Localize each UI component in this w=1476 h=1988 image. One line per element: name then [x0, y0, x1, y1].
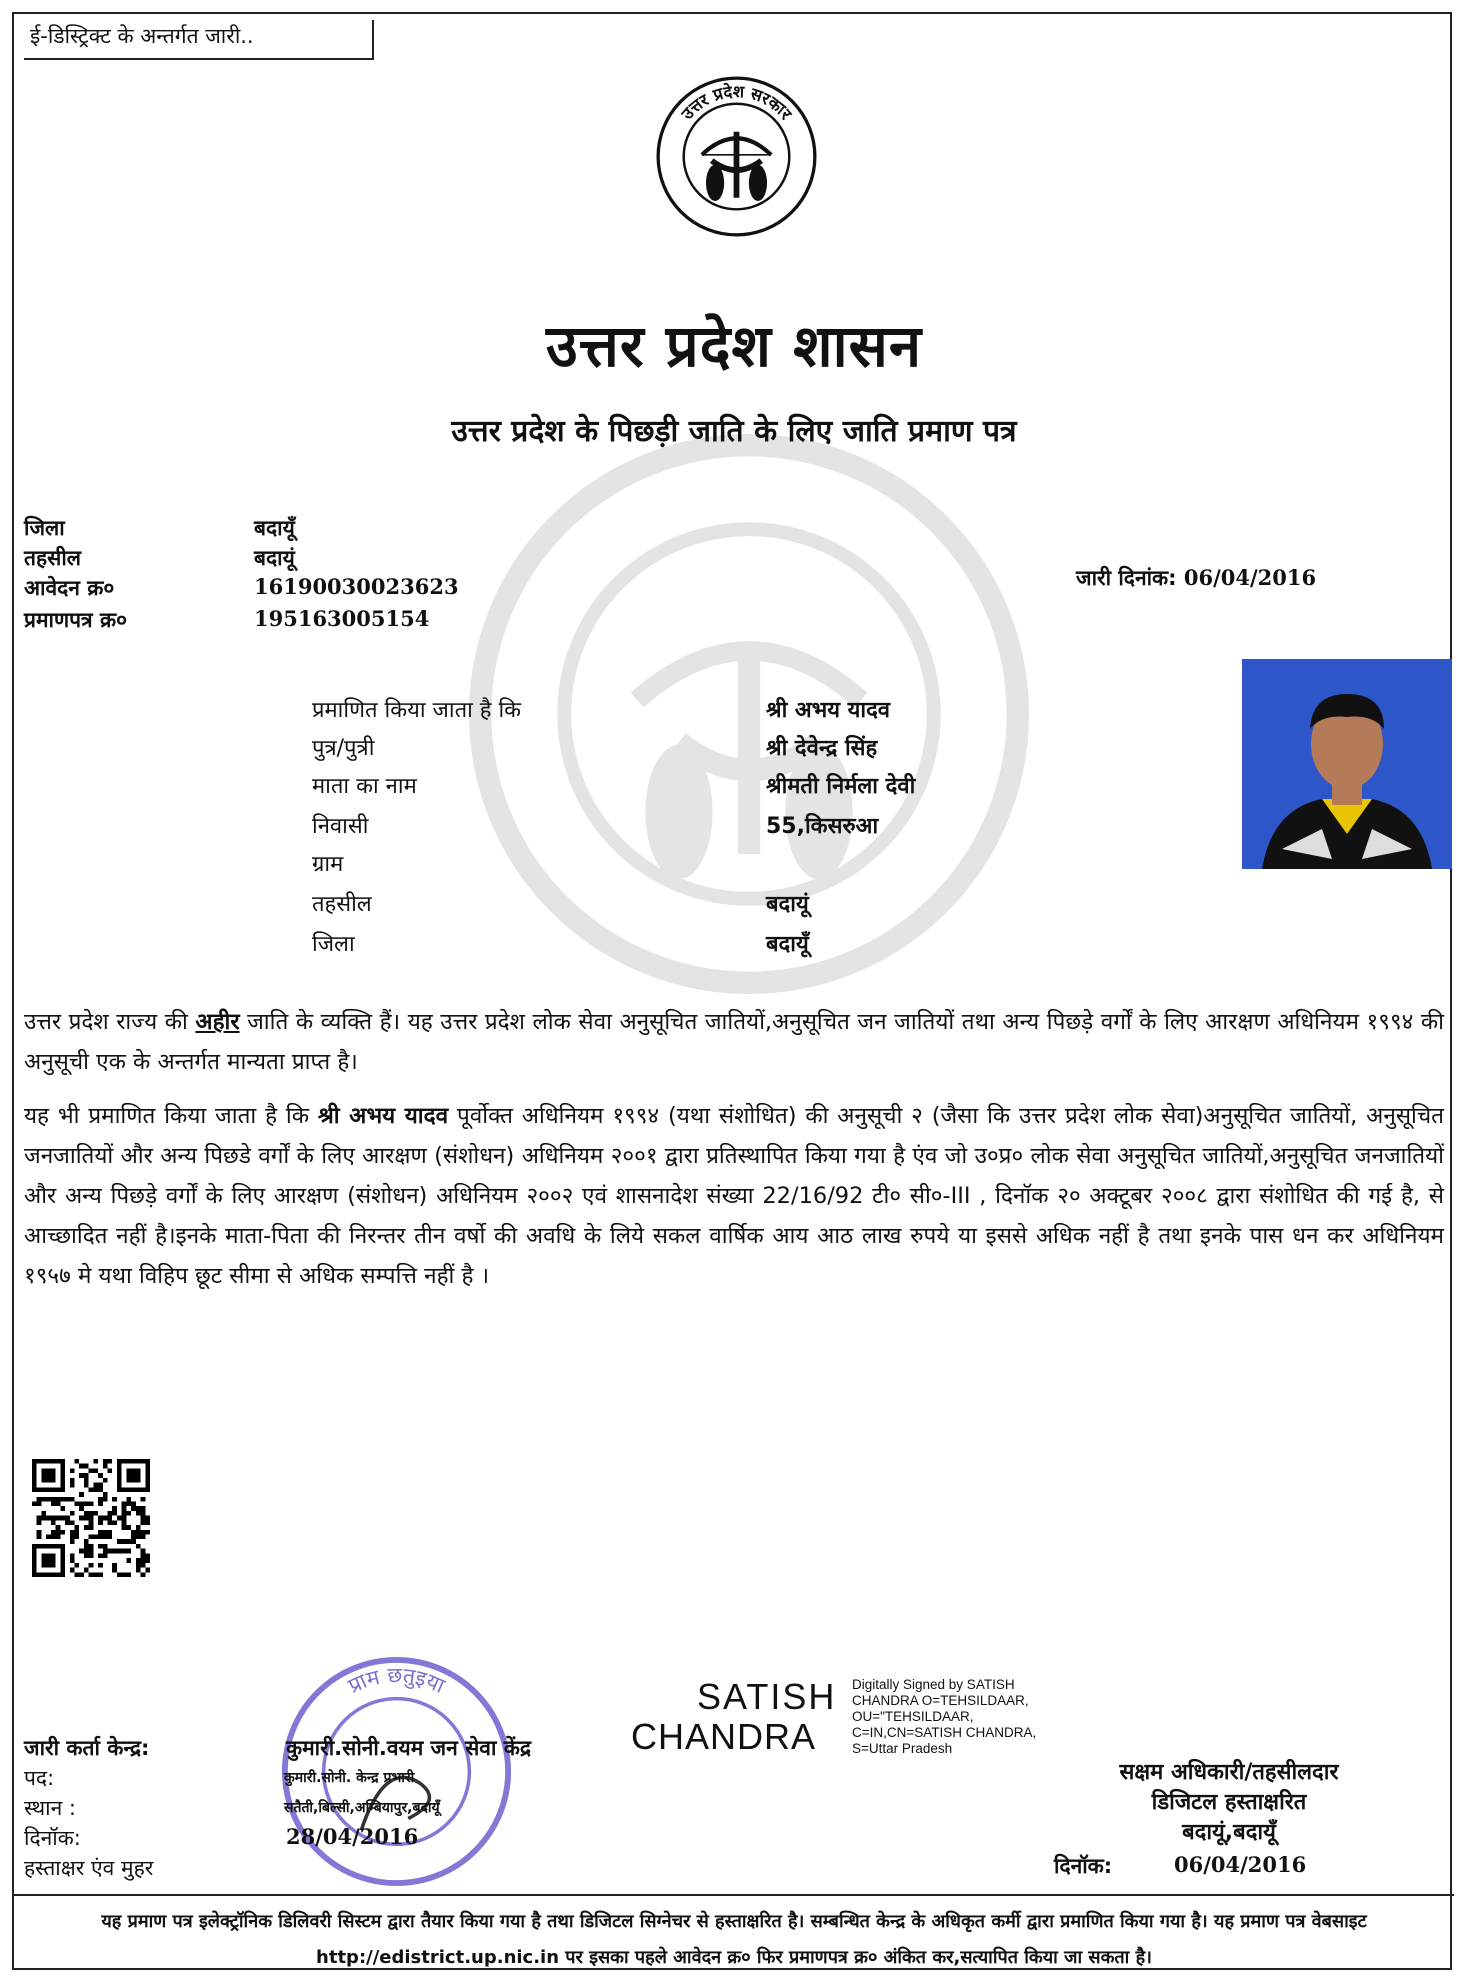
- tehsil-value: बदायूं: [254, 546, 295, 570]
- issuer-date-label: दिनॉक:: [24, 1826, 81, 1850]
- certificate-number-value: 195163005154: [254, 606, 430, 631]
- district-value: बदायूँ: [254, 516, 295, 540]
- authority-date-value: 06/04/2016: [1174, 1852, 1307, 1877]
- caste-paragraph: उत्तर प्रदेश राज्य की अहीर जाति के व्यक्ति हैं। यह उत्तर प्रदेश लोक सेवा अनुसूचित जातियों,अनुसूचित जन जातियों तथा अन्य पिछड़े वर्गों के लिए आरक्षण अधिनियम १९९४ की अनुसूची एक के अन्तर्गत मान्यता प्राप्त है।: [24, 1009, 1445, 1075]
- authority-location: बदायूं,बदायूँ: [1182, 1820, 1276, 1845]
- place-value: सतैती,बिल्सी,अम्बियापुर,बदायूँ: [284, 1800, 440, 1816]
- village-label: ग्राम: [312, 852, 344, 877]
- issuing-center-label: जारी कर्ता केन्द्र:: [24, 1736, 150, 1760]
- up-government-emblem: [654, 74, 819, 239]
- issue-date-label: जारी दिनांक:: [1076, 566, 1177, 590]
- svg-text:उत्तर प्रदेश सरकार: उत्तर प्रदेश सरकार: [677, 81, 796, 124]
- post-label: पद:: [24, 1766, 55, 1790]
- issuer-date-value: 28/04/2016: [286, 1824, 419, 1849]
- digital-signature-details: Digitally Signed by SATISH CHANDRA O=TEHSILDAAR, OU="TEHSILDAAR, C=IN,CN=SATISH CHANDRA, S=Uttar Pradesh: [852, 1677, 1037, 1756]
- authority-digitally-signed: डिजिटल हस्ताक्षरित: [1151, 1790, 1307, 1815]
- cert-district-label: जिला: [312, 932, 355, 957]
- certificate-page: [12, 12, 1452, 1970]
- footer-note: यह प्रमाण पत्र इलेक्ट्रॉनिक डिलिवरी सिस्टम द्वारा तैयार किया गया है तथा डिजिटल सिग्नेचर से हस्ताक्षरित है। सम्बन्धित केन्द्र के अधिकृत कर्मी द्वारा प्रमाणित किया गया है। यह प्रमाण पत्र वेबसाइट http://edistrict.up.nic.in पर इसका पहले आवेदन क्र० फिर प्रमाणपत्र क्र० अंकित कर,सत्यापित किया जा सकता है।: [14, 1894, 1454, 1976]
- svg-text:प्राम छतुइया: प्राम छतुइया: [344, 1662, 449, 1698]
- father-name: श्री देवेन्द्र सिंह: [766, 736, 878, 761]
- signature-seal-label: हस्ताक्षर एंव मुहर: [24, 1856, 154, 1880]
- eligibility-paragraph: यह भी प्रमाणित किया जाता है कि श्री अभय यादव पूर्वोक्त अधिनियम १९९४ (यथा संशोधित) की अनुसूची २ (जैसा कि उत्तर प्रदेश लोक सेवा)अनुसूचित जातियों, अनुसूचित जनजातियों और अन्य पिछडे वर्गों के लिए आरक्षण (संशोधन) अधिनियम २००१ द्वारा प्रतिस्थापित किया गया है एंव जो उ०प्र० लोक सेवा अनुसूचित जातियों,अनुसूचित जनजातियों और अन्य पिछड़े वर्गों के लिए आरक्षण (संशोधन) अधिनियम २००२ एवं शासनादेश संख्या 22/16/92 टी० सी०-III , दिनॉक २० अक्टूबर २००८ द्वारा संशोधित की गई है, से आच्छादित नहीं है।इनके माता-पिता की निरन्तर तीन वर्षो की अवधि के लिये सकल वार्षिक आय आठ लाख रुपये या इससे अधिक नहीं है तथा इनके पास धन कर अधिनियम १९५७ मे यथा विहिप छूट सीमा से अधिक सम्पत्ति नहीं है ।: [24, 1103, 1444, 1289]
- authority-title: सक्षम अधिकारी/तहसीलदार: [1119, 1760, 1339, 1785]
- application-number-value: 16190030023623: [254, 574, 459, 599]
- resident-label: निवासी: [312, 814, 369, 839]
- paragraph-applicant-name: श्री अभय यादव: [317, 1103, 449, 1129]
- applicant-photo: [1242, 659, 1452, 869]
- signer-name-line2: CHANDRA: [631, 1716, 817, 1757]
- document-subtitle: उत्तर प्रदेश के पिछड़ी जाति के लिए जाति प्रमाण पत्र: [451, 414, 1017, 449]
- certificate-number-label: प्रमाणपत्र क्र०: [24, 608, 128, 632]
- mother-name-label: माता का नाम: [312, 774, 417, 799]
- signer-name-line1: SATISH: [697, 1676, 837, 1717]
- mother-name: श्रीमती निर्मला देवी: [766, 774, 916, 799]
- application-number-label: आवेदन क्र०: [24, 576, 115, 600]
- district-label: जिला: [24, 516, 65, 540]
- post-value: कुमारी.सोनी. केन्द्र प्रभारी: [284, 1770, 415, 1786]
- cert-district-value: बदायूँ: [766, 932, 809, 957]
- applicant-name: श्री अभय यादव: [766, 698, 890, 723]
- issue-date: [1076, 564, 1316, 592]
- authority-date-label: दिनॉक:: [1054, 1854, 1113, 1878]
- cert-tehsil-value: बदायूं: [766, 892, 809, 917]
- document-title: उत्तर प्रदेश शासन: [545, 312, 923, 380]
- issue-date-value: 06/04/2016: [1183, 565, 1317, 590]
- resident-value: 55,किसरुआ: [766, 814, 879, 839]
- issuing-center-value: कुमारी.सोनी.वयम जन सेवा केंद्र: [286, 1736, 532, 1760]
- cert-tehsil-label: तहसील: [312, 892, 372, 917]
- caste-name: अहीर: [195, 1009, 240, 1035]
- tehsil-label: तहसील: [24, 546, 81, 570]
- watermark-emblem: [469, 434, 1029, 994]
- place-label: स्थान :: [24, 1796, 77, 1820]
- son-of-label: पुत्र/पुत्री: [312, 736, 375, 761]
- certified-label: प्रमाणित किया जाता है कि: [312, 698, 522, 723]
- issued-under-note: ई-डिस्ट्रिक्ट के अन्तर्गत जारी..: [24, 20, 374, 60]
- qr-code: [32, 1459, 150, 1577]
